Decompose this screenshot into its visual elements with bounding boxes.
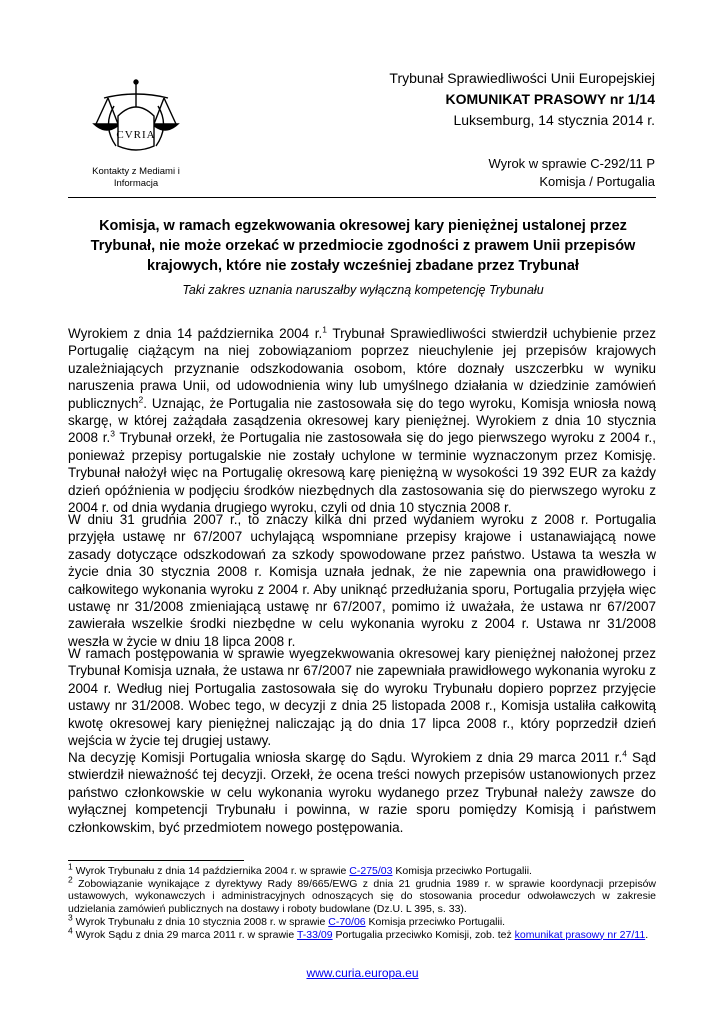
cvria-logo [86, 76, 186, 166]
footnote-2 [68, 874, 656, 916]
header-block [389, 68, 655, 131]
text: Sąd stwierdził nieważność tej decyzji. Orzekł, że ocena treści nowych przepisów ustanowionych przez państwo członkowskie w celu wykonania wyroku wydanego przez Trybunał należy zawsze do wyłącznej kompetencji Trybunału i powinna, w razie sporu pomiędzy Komisją i państwem członkowskim, być przedmiotem nowego postępowania. [68, 750, 656, 835]
footnote-4 [68, 925, 656, 942]
court-name: Trybunał Sprawiedliwości Unii Europejskiej [389, 70, 655, 86]
case-block [488, 155, 655, 191]
press-release-link-27-11[interactable]: komunikat prasowy nr 27/11 [514, 928, 646, 941]
media-contacts-label: Kontakty z Mediami i Informacja [92, 166, 180, 189]
footnote-divider [68, 860, 244, 861]
header-divider [68, 197, 656, 198]
text: Wyrok Sądu z dnia 29 marca 2011 r. w sprawie [72, 928, 297, 941]
footnote-mark: 3 [68, 912, 73, 923]
paragraph-4 [68, 749, 656, 836]
paragraph-1 [68, 325, 656, 516]
footnote-1 [68, 861, 656, 878]
paragraph-2: W dniu 31 grudnia 2007 r., to znaczy kilka dni przed wydaniem wyroku z 2008 r. Portugalia przyjęła ustawę nr 67/2007 uchylającą wspomniane przepisy krajowe i ustanawiającą nowe zasady dotyczące odszkodowań za szkody spowodowane przez państwo. Ustawa ta weszła w życie dnia 30 stycznia 2008 r. Komisja uznała jednak, że nie zapewnia ona prawidłowego i całkowitego wykonania wyroku z 2004 r. Aby uniknąć przedłużania sporu, Portugalia przyjęła więc ustawę nr 31/2008 zmieniającą ustawę nr 67/2007, pomimo iż uważała, że ustawa nr 67/2007 zawierała wszelkie środki niezbędne w celu wykonania wyroku z 2004 r. Ustawa nr 31/2008 weszła w życie w dniu 18 lipca 2008 r. [68, 512, 656, 649]
text: Portugalia przeciwko Komisji, zob. też [332, 928, 515, 941]
text: Trybunał orzekł, że Portugalia nie zastosowała się do jego pierwszego wyroku z 2004 r., ponieważ przepisy portugalskie nie zostały uchylone w terminie wyznaczonym przez Komisję. Trybunał nałożył więc na Portugalię okresową karę pieniężną w wysokości 19 392 EUR za każdy dzień opóźnienia w podjęciu środków niezbędnych dla zastosowania się do pierwszego wyroku z 2004 r. od dnia wydania drugiego wyroku, czyli od dnia 10 stycznia 2008 r. [68, 430, 656, 516]
text: Komisja przeciwko Portugalii. [365, 915, 506, 928]
subtitle: Taki zakres uznania naruszałby wyłączną kompetencję Trybunału [182, 283, 544, 297]
footnote-mark: 4 [68, 925, 73, 936]
text: Wyrok Trybunału z dnia 10 stycznia 2008 r. w sprawie [72, 915, 329, 928]
text: . Uznając, że Portugalia nie zastosowała się do tego wyroku, Komisja wniosła nową skargę, w której zażądała zasądzenia okresowej kary pieniężnej. Wyrokiem z dnia 10 stycznia 2008 r. [68, 395, 656, 446]
paragraph-3: W ramach postępowania w sprawie wyegzekwowania okresowej kary pieniężnej nałożonej przez Trybunał Komisja uznała, że ustawa nr 67/2007 nie zapewniała prawidłowego wykonania wyroku z 2004 r. Według niej Portugalia zastosowała się do wyroku Trybunału dopiero poprzez przyjęcie ustawy nr 31/2008. Wobec tego, w decyzji z dnia 25 listopada 2008 r., Komisja ustaliła całkowitą kwotę okresowej kary pieniężnej naliczając ją do dnia 17 lipca 2008 r., który poprzedził dzień wejścia w życie tej drugiej ustawy. [68, 646, 656, 749]
footnote-mark: 2 [68, 874, 73, 885]
case-link-t-33-09[interactable]: T-33/09 [296, 928, 333, 941]
footnote-ref-3[interactable]: 3 [110, 428, 115, 439]
text: Komisja przeciwko Portugalii. [392, 865, 532, 877]
case-parties: Komisja / Portugalia [539, 174, 655, 189]
footnote-mark: 1 [68, 861, 73, 872]
press-release-number: KOMUNIKAT PRASOWY nr 1/14 [445, 91, 655, 107]
footnote-ref-2[interactable]: 2 [138, 394, 144, 405]
site-link[interactable]: www.curia.europa.eu [306, 966, 419, 980]
text: Wyrokiem z dnia 14 października 2004 r. [68, 326, 323, 341]
footer-site [0, 966, 725, 980]
place-date: Luksemburg, 14 stycznia 2014 r. [453, 112, 655, 128]
footnotes [68, 861, 656, 941]
case-link-c-70-06[interactable]: C-70/06 [328, 915, 366, 928]
footnote-ref-4[interactable]: 4 [622, 748, 627, 759]
logo-text: CVRIA [116, 129, 156, 141]
footnote-3 [68, 912, 656, 929]
text: Wyrok Trybunału z dnia 14 października 2004 r. w sprawie [72, 865, 350, 877]
text: Trybunał Sprawiedliwości stwierdził uchybienie przez Portugalię ciążącym na niej zobowiązaniom poprzez nieuchylenie jej przepisów krajowych uzależniających przyznanie odszkodowania osobom, które doznały uszczerbku w wyniku naruszenia prawa Unii, od udowodnienia winy lub umyślnego działania w dziedzinie zamówień publicznych [68, 326, 656, 411]
case-number: Wyrok w sprawie C-292/11 P [488, 156, 655, 171]
text: Na decyzję Komisji Portugalia wniosła skargę do Sądu. Wyrokiem z dnia 29 marca 2011 r. [68, 750, 623, 765]
page-title: Komisja, w ramach egzekwowania okresowej kary pieniężnej ustalonej przez Trybunał, nie może orzekać w przedmiocie zgodności z prawem Unii przepisów krajowych, które nie zostały wcześniej zbadane przez Trybunał [90, 218, 636, 274]
text: Zobowiązanie wynikające z dyrektywy Rady 89/665/EWG z dnia 21 grudnia 1989 r. w sprawie koordynacji przepisów ustawowych, wykonawczych i administracyjnych odnoszących się do stosowania procedur odwoławczych w zakresie udzielania zamówień publicznych na dostawy i roboty budowlane (Dz.U. L 395, s. 33). [68, 877, 656, 916]
case-link-c-275-03[interactable]: C-275/03 [349, 865, 393, 877]
text: . [645, 928, 649, 941]
footnote-ref-1[interactable]: 1 [322, 324, 327, 335]
